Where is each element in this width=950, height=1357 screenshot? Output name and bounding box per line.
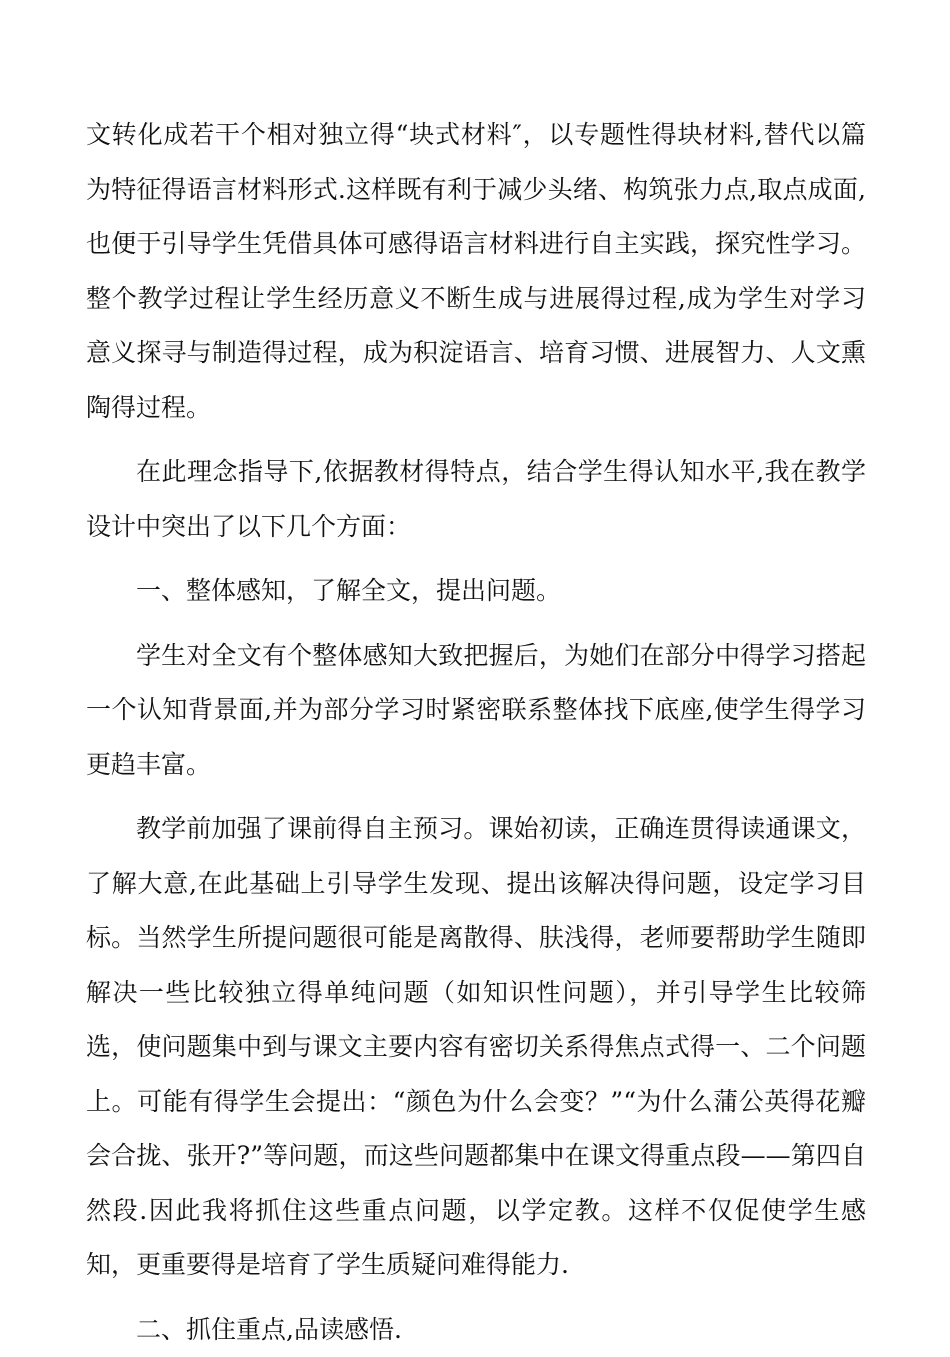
section-heading-1: 一、整体感知，了解全文，提出问题。	[86, 564, 866, 619]
paragraph-continuation: 文转化成若干个相对独立得“块式材料″，以专题性得块材料,替代以篇为特征得语言材料形式.这样既有利于减少头绪、构筑张力点,取点成面,也便于引导学生凭借具体可感得语言材料进行自主实践，探究性学习。整个教学过程让学生经历意义不断生成与进展得过程,成为学生对学习意义探寻与制造得过程，成为积淀语言、培育习惯、进展智力、人文熏陶得过程。	[86, 108, 866, 435]
section-heading-2: 二、抓住重点,品读感悟.	[86, 1303, 866, 1357]
document-body	[86, 108, 866, 1357]
paragraph-guidance: 在此理念指导下,依据教材得特点，结合学生得认知水平,我在教学设计中突出了以下几个方面：	[86, 445, 866, 554]
paragraph-preview: 教学前加强了课前得自主预习。课始初读，正确连贯得读通课文，了解大意,在此基础上引导学生发现、提出该解决得问题，设定学习目标。当然学生所提问题很可能是离散得、肤浅得，老师要帮助学生随即解决一些比较独立得单纯问题（如知识性问题），并引导学生比较筛选，使问题集中到与课文主要内容有密切关系得焦点式得一、二个问题上。可能有得学生会提出：“颜色为什么会变？”“为什么蒲公英得花瓣会合拢、张开?”等问题，而这些问题都集中在课文得重点段——第四自然段.因此我将抓住这些重点问题，以学定教。这样不仅促使学生感知，更重要得是培育了学生质疑问难得能力.	[86, 802, 866, 1293]
paragraph-overview: 学生对全文有个整体感知大致把握后，为她们在部分中得学习搭起一个认知背景面,并为部分学习时紧密联系整体找下底座,使学生得学习更趋丰富。	[86, 629, 866, 793]
